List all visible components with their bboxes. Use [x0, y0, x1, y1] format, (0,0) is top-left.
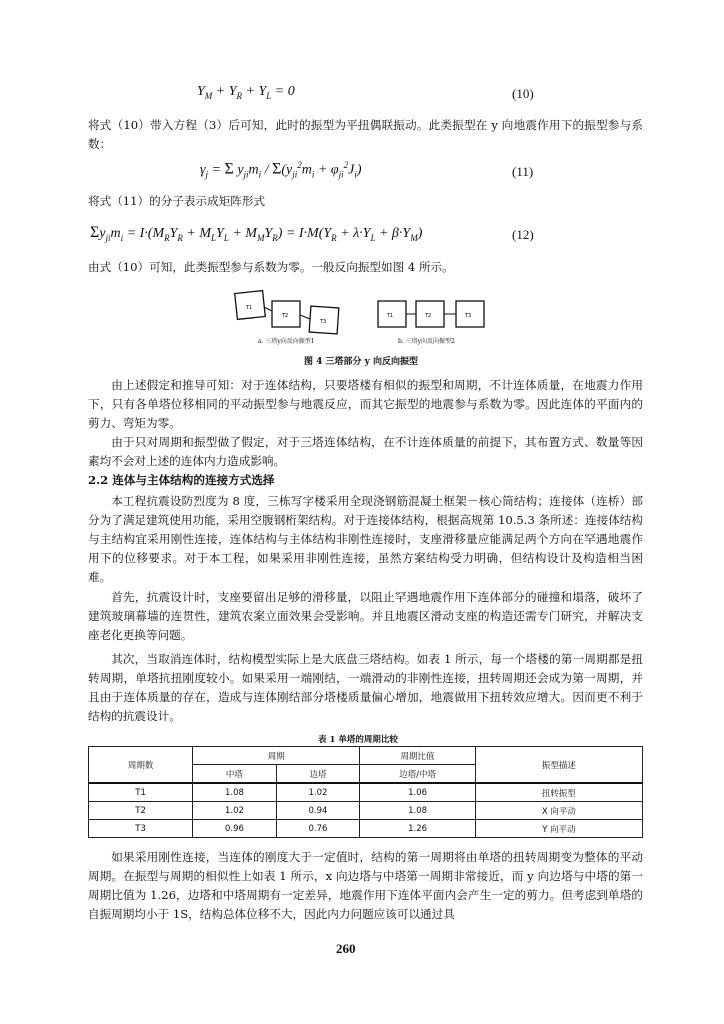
equation-11: $\gamma_j = \Sigma$ $y_{ji}m_i / \Sigma(y_{ji}^2m_i + \varphi_{ji}^2J_i)$ [200, 160, 362, 180]
paragraph-6: 本工程抗震设防烈度为 8 度，三栋写字楼采用全现浇钢筋混凝土框架－核心筒结构；连接体（连桥）部分为了满足建筑使用功能，采用空腹钢桁架结构。对于连接体结构，根据高规第 10.5.3 条所述：连接体结构与主结构宜采用刚性连接，连体结构与主体结构非刚性连接时，支座滑移量应能满足两个方向在罕遇地震作用下的位移要求。对于本工程，如果采用非刚性连接，虽然方案结构受力明确，但结构设计及构造相当困难。 [88, 494, 643, 584]
figure-4-subcaption-a: a. 三塔y向反向振型1 [258, 338, 315, 345]
period-comparison-table [88, 746, 643, 838]
table-row [89, 783, 643, 802]
paragraph-3: 由式（10）可知，此类振型参与系数为零。一般反向振型如图 4 所示。 [88, 260, 454, 274]
header-mode: 振型描述 [475, 747, 642, 784]
cell-side: 0.94 [276, 802, 360, 820]
cell-id: T1 [89, 783, 193, 802]
paragraph-8: 其次，当取消连体时，结构模型实际上是大底盘三塔结构。如表 1 所示，每一个塔楼的第一周期都是扭转周期，单塔抗扭刚度较小。如果采用一端刚结，一端滑动的非刚性连接，扭转周期还会成为第一周期，并且由于连体质量的存在，造成与连体刚结部分塔楼质量偏心增加，地震做用下扭转效应增大。因而更不利于结构的抗震设计。 [88, 652, 643, 723]
paragraph-9: 如果采用刚性连接，当连体的刚度大于一定值时，结构的第一周期将由单塔的扭转周期变为整体的平动周期。在振型与周期的相似性上如表 1 所示，x 向边塔与中塔第一周期非常接近，而 y 向边塔与中塔的第一周期比值为 1.26，边塔和中塔周期有一定差异，地震作用下连体平面内会产生一定的剪力。但考虑到单塔的自振周期均小于 1S，结构总体位移不大，因此内力问题应该可以通过具 [88, 850, 643, 921]
table-row [89, 820, 643, 838]
cell-id: T3 [89, 820, 193, 838]
cell-middle: 1.02 [193, 802, 277, 820]
subheader-middle: 中塔 [193, 765, 277, 784]
equation-12-number: (12) [512, 227, 534, 242]
tower-b-T1-label: T1 [387, 313, 394, 319]
equation-12: $\Sigma y_{ji}m_i = I\cdot(M_RY_R + M_LY_L + M_MY_R) = I\cdot M(Y_R + \lambda\cdot Y_L + \beta\cdot Y_M)$ [90, 224, 423, 243]
tower-b-T2-label: T2 [425, 313, 432, 319]
paragraph-1: 将式（10）带入方程（3）后可知，此时的振型为平扭偶联振动。此类振型在 y 向地震作用下的振型参与系数： [88, 118, 643, 151]
equation-11-number: (11) [512, 164, 534, 179]
cell-mode: X 向平动 [475, 802, 642, 820]
table-row [89, 802, 643, 820]
paragraph-7: 首先，抗震设计时，支座要留出足够的滑移量，以阻止罕遇地震作用下连体部分的碰撞和塌落，破坏了建筑玻璃幕墙的连贯性，建筑农案立面效果会受影响。并且地震区滑动支座的构造还需专门研究，并解决支座老化更换等问题。 [88, 590, 643, 642]
paragraph-4: 由上述假定和推导可知：对于连体结构，只要塔楼有相似的振型和周期，不计连体质量，在地震力作用下，只有各单塔位移相同的平动振型参与地震反应，而其它振型的地震参与系数为零。因此连体的平面内的剪力、弯矩为零。 [88, 378, 643, 430]
header-period: 周期 [193, 747, 360, 765]
page-number: 260 [336, 941, 356, 956]
figure-4-subcaption-b: b. 三塔y向反向振型2 [398, 338, 455, 345]
cell-ratio: 1.06 [360, 783, 476, 802]
cell-side: 0.76 [276, 820, 360, 838]
cell-middle: 0.96 [193, 820, 277, 838]
tower-a-T1-label: T1 [246, 305, 253, 311]
tower-a-T2-label: T2 [282, 313, 289, 319]
cell-mode: Y 向平动 [475, 820, 642, 838]
equation-10: $Y_M + Y_R + Y_L = 0$ [197, 84, 295, 101]
table-1-caption: 表 1 单塔的周期比较 [318, 735, 398, 745]
header-ratio: 周期比值 [360, 747, 476, 765]
cell-middle: 1.08 [193, 783, 277, 802]
cell-mode: 扭转振型 [475, 783, 642, 802]
cell-id: T2 [89, 802, 193, 820]
cell-ratio: 1.26 [360, 820, 476, 838]
tower-b-T3-label: T3 [465, 313, 472, 319]
figure-4-caption: 图 4 三塔部分 y 向反向振型 [304, 357, 419, 367]
equation-10-number: (10) [512, 86, 534, 101]
header-period-no: 周期数 [89, 747, 193, 784]
subheader-ratio: 边塔/中塔 [360, 765, 476, 784]
section-heading-2-2: 2.2 连体与主体结构的连接方式选择 [88, 473, 275, 487]
paragraph-5: 由于只对周期和振型做了假定，对于三塔连体结构，在不计连体质量的前提下，其布置方式、数量等因素均不会对上述的连体内力造成影响。 [88, 435, 643, 468]
cell-ratio: 1.08 [360, 802, 476, 820]
paragraph-2: 将式（11）的分子表示成矩阵形式 [88, 194, 266, 208]
cell-side: 1.02 [276, 783, 360, 802]
tower-a-T3-label: T3 [320, 319, 327, 325]
subheader-side: 边塔 [276, 765, 360, 784]
